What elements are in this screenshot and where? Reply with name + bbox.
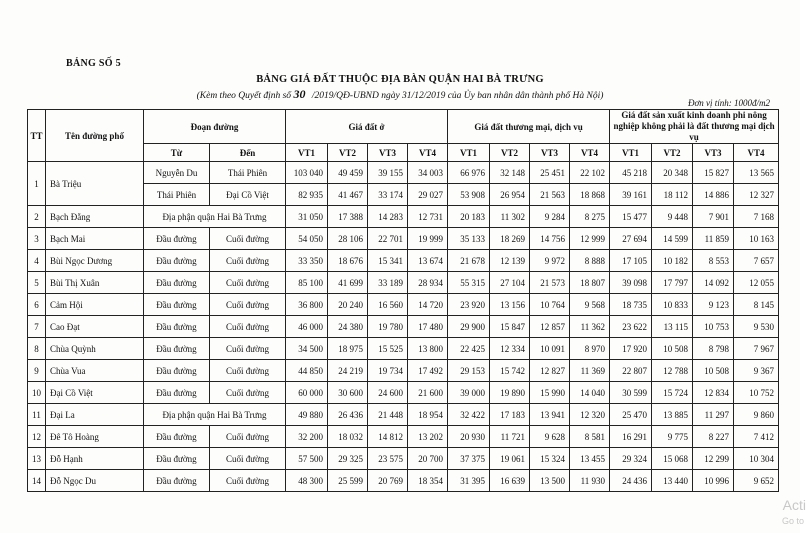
- price-cell: 7 657: [734, 250, 779, 272]
- price-cell: 15 724: [652, 382, 693, 404]
- row-tt: 11: [28, 404, 46, 426]
- price-cell: 10 508: [693, 360, 734, 382]
- col-header-vt4: VT4: [734, 144, 779, 162]
- price-cell: 10 163: [734, 228, 779, 250]
- street-name: Bạch Đằng: [46, 206, 144, 228]
- price-cell: 31 050: [286, 206, 328, 228]
- segment-to: Cuối đường: [210, 338, 286, 360]
- price-cell: 22 425: [448, 338, 490, 360]
- price-cell: 12 857: [530, 316, 570, 338]
- street-name: Đỗ Ngọc Du: [46, 470, 144, 492]
- price-cell: 17 388: [328, 206, 368, 228]
- row-tt: 8: [28, 338, 46, 360]
- activation-watermark: Acti: [782, 497, 806, 513]
- price-cell: 103 040: [286, 162, 328, 184]
- price-cell: 22 807: [610, 360, 652, 382]
- segment-from: Đầu đường: [144, 250, 210, 272]
- table-row: [28, 426, 779, 448]
- price-cell: 8 970: [570, 338, 610, 360]
- price-cell: 53 908: [448, 184, 490, 206]
- subtitle-prefix: (Kèm theo Quyết định số: [196, 91, 294, 101]
- price-cell: 23 575: [368, 448, 408, 470]
- price-cell: 20 348: [652, 162, 693, 184]
- document-subtitle: [0, 87, 800, 102]
- subtitle-suffix: /2019/QĐ-UBND ngày 31/12/2019 của Ủy ban nhân dân thành phố Hà Nội): [309, 91, 604, 101]
- price-cell: 44 850: [286, 360, 328, 382]
- price-cell: 66 976: [448, 162, 490, 184]
- price-cell: 11 721: [490, 426, 530, 448]
- price-cell: 37 375: [448, 448, 490, 470]
- price-cell: 24 380: [328, 316, 368, 338]
- price-cell: 22 701: [368, 228, 408, 250]
- price-cell: 14 886: [693, 184, 734, 206]
- col-header-to: Đến: [210, 144, 286, 162]
- price-cell: 22 102: [570, 162, 610, 184]
- price-cell: 21 600: [408, 382, 448, 404]
- price-cell: 12 055: [734, 272, 779, 294]
- price-cell: 9 568: [570, 294, 610, 316]
- row-tt: 10: [28, 382, 46, 404]
- price-cell: 14 756: [530, 228, 570, 250]
- price-cell: 28 106: [328, 228, 368, 250]
- price-cell: 32 148: [490, 162, 530, 184]
- price-cell: 8 145: [734, 294, 779, 316]
- price-cell: 7 901: [693, 206, 734, 228]
- col-header-vt4: VT4: [408, 144, 448, 162]
- street-name: Bùi Thị Xuân: [46, 272, 144, 294]
- price-cell: 18 975: [328, 338, 368, 360]
- segment-to: Cuối đường: [210, 448, 286, 470]
- price-cell: 13 941: [530, 404, 570, 426]
- row-tt: 14: [28, 470, 46, 492]
- col-header-vt3: VT3: [368, 144, 408, 162]
- price-cell: 13 440: [652, 470, 693, 492]
- price-cell: 17 920: [610, 338, 652, 360]
- price-cell: 33 350: [286, 250, 328, 272]
- segment-to: Cuối đường: [210, 426, 286, 448]
- price-cell: 15 827: [693, 162, 734, 184]
- price-cell: 60 000: [286, 382, 328, 404]
- table-row: [28, 316, 779, 338]
- decision-number: 30: [293, 87, 306, 101]
- price-cell: 10 833: [652, 294, 693, 316]
- row-tt: 7: [28, 316, 46, 338]
- price-cell: 54 050: [286, 228, 328, 250]
- price-cell: 28 934: [408, 272, 448, 294]
- price-cell: 9 972: [530, 250, 570, 272]
- segment-from: Đầu đường: [144, 316, 210, 338]
- price-cell: 15 068: [652, 448, 693, 470]
- segment-area: Địa phận quận Hai Bà Trưng: [144, 206, 286, 228]
- price-cell: 18 807: [570, 272, 610, 294]
- price-cell: 21 563: [530, 184, 570, 206]
- price-cell: 19 999: [408, 228, 448, 250]
- price-cell: 14 720: [408, 294, 448, 316]
- row-tt: 5: [28, 272, 46, 294]
- price-cell: 18 032: [328, 426, 368, 448]
- col-header-vt3: VT3: [530, 144, 570, 162]
- price-cell: 35 133: [448, 228, 490, 250]
- price-cell: 39 161: [610, 184, 652, 206]
- col-header-vt3: VT3: [693, 144, 734, 162]
- price-cell: 20 930: [448, 426, 490, 448]
- price-cell: 82 935: [286, 184, 328, 206]
- price-cell: 13 115: [652, 316, 693, 338]
- col-header-vt2: VT2: [490, 144, 530, 162]
- price-cell: 11 859: [693, 228, 734, 250]
- price-cell: 25 599: [328, 470, 368, 492]
- price-cell: 15 990: [530, 382, 570, 404]
- street-name: Cảm Hội: [46, 294, 144, 316]
- segment-to: Cuối đường: [210, 250, 286, 272]
- price-cell: 13 455: [570, 448, 610, 470]
- price-cell: 33 174: [368, 184, 408, 206]
- price-cell: 18 269: [490, 228, 530, 250]
- price-cell: 10 182: [652, 250, 693, 272]
- table-row: [28, 206, 779, 228]
- col-header-tt: TT: [28, 110, 46, 162]
- price-cell: 39 000: [448, 382, 490, 404]
- col-header-vt4: VT4: [570, 144, 610, 162]
- price-cell: 9 860: [734, 404, 779, 426]
- price-cell: 85 100: [286, 272, 328, 294]
- col-header-from: Từ: [144, 144, 210, 162]
- price-cell: 19 061: [490, 448, 530, 470]
- price-cell: 11 369: [570, 360, 610, 382]
- row-tt: 4: [28, 250, 46, 272]
- price-cell: 46 000: [286, 316, 328, 338]
- price-cell: 39 155: [368, 162, 408, 184]
- street-name: Đê Tô Hoàng: [46, 426, 144, 448]
- col-header-segment: Đoạn đường: [144, 110, 286, 144]
- price-cell: 8 888: [570, 250, 610, 272]
- street-name: Cao Đạt: [46, 316, 144, 338]
- price-cell: 13 202: [408, 426, 448, 448]
- price-cell: 31 395: [448, 470, 490, 492]
- price-cell: 17 105: [610, 250, 652, 272]
- price-cell: 24 436: [610, 470, 652, 492]
- price-cell: 14 040: [570, 382, 610, 404]
- price-cell: 12 999: [570, 228, 610, 250]
- table-row: [28, 360, 779, 382]
- price-cell: 29 900: [448, 316, 490, 338]
- price-cell: 9 530: [734, 316, 779, 338]
- row-tt: 6: [28, 294, 46, 316]
- price-cell: 18 112: [652, 184, 693, 206]
- table-row: [28, 382, 779, 404]
- price-cell: 25 470: [610, 404, 652, 426]
- price-cell: 8 581: [570, 426, 610, 448]
- price-cell: 19 890: [490, 382, 530, 404]
- price-cell: 10 752: [734, 382, 779, 404]
- price-cell: 17 183: [490, 404, 530, 426]
- price-cell: 34 500: [286, 338, 328, 360]
- price-cell: 12 320: [570, 404, 610, 426]
- table-body: [28, 162, 779, 492]
- price-cell: 13 885: [652, 404, 693, 426]
- price-cell: 8 553: [693, 250, 734, 272]
- table-row: [28, 250, 779, 272]
- price-cell: 57 500: [286, 448, 328, 470]
- price-cell: 10 508: [652, 338, 693, 360]
- land-price-table: [27, 109, 779, 492]
- price-cell: 18 354: [408, 470, 448, 492]
- price-cell: 12 731: [408, 206, 448, 228]
- segment-from: Thái Phiên: [144, 184, 210, 206]
- price-cell: 14 092: [693, 272, 734, 294]
- price-cell: 32 200: [286, 426, 328, 448]
- price-cell: 13 156: [490, 294, 530, 316]
- table-row: [28, 162, 779, 184]
- price-cell: 30 599: [610, 382, 652, 404]
- col-header-vt2: VT2: [652, 144, 693, 162]
- price-cell: 16 291: [610, 426, 652, 448]
- price-cell: 23 920: [448, 294, 490, 316]
- price-cell: 7 967: [734, 338, 779, 360]
- price-cell: 29 324: [610, 448, 652, 470]
- col-header-nonagri: Giá đất sản xuất kinh doanh phi nông nghiệp không phải là đất thương mại dịch vụ: [610, 110, 779, 144]
- price-cell: 12 334: [490, 338, 530, 360]
- price-cell: 10 996: [693, 470, 734, 492]
- table-row: [28, 294, 779, 316]
- segment-from: Đầu đường: [144, 382, 210, 404]
- price-cell: 20 240: [328, 294, 368, 316]
- price-cell: 14 283: [368, 206, 408, 228]
- street-name: Đại La: [46, 404, 144, 426]
- price-cell: 34 003: [408, 162, 448, 184]
- price-cell: 8 798: [693, 338, 734, 360]
- price-cell: 25 451: [530, 162, 570, 184]
- price-cell: 19 780: [368, 316, 408, 338]
- price-cell: 39 098: [610, 272, 652, 294]
- price-cell: 14 599: [652, 228, 693, 250]
- price-cell: 24 600: [368, 382, 408, 404]
- segment-to: Cuối đường: [210, 316, 286, 338]
- segment-from: Nguyễn Du: [144, 162, 210, 184]
- table-row: [28, 448, 779, 470]
- row-tt: 13: [28, 448, 46, 470]
- price-cell: 8 275: [570, 206, 610, 228]
- price-cell: 20 769: [368, 470, 408, 492]
- price-cell: 49 459: [328, 162, 368, 184]
- price-cell: 12 299: [693, 448, 734, 470]
- price-cell: 13 500: [530, 470, 570, 492]
- price-cell: 18 954: [408, 404, 448, 426]
- price-cell: 13 674: [408, 250, 448, 272]
- price-cell: 41 467: [328, 184, 368, 206]
- price-cell: 41 699: [328, 272, 368, 294]
- price-cell: 21 448: [368, 404, 408, 426]
- col-header-vt1: VT1: [610, 144, 652, 162]
- price-cell: 9 367: [734, 360, 779, 382]
- street-name: Chùa Quỳnh: [46, 338, 144, 360]
- price-cell: 15 477: [610, 206, 652, 228]
- price-cell: 20 700: [408, 448, 448, 470]
- price-cell: 29 027: [408, 184, 448, 206]
- activation-watermark-sub: Go to: [781, 516, 804, 526]
- price-cell: 9 775: [652, 426, 693, 448]
- price-cell: 14 812: [368, 426, 408, 448]
- price-cell: 15 341: [368, 250, 408, 272]
- price-cell: 8 227: [693, 426, 734, 448]
- segment-to: Thái Phiên: [210, 162, 286, 184]
- street-name: Bạch Mai: [46, 228, 144, 250]
- segment-from: Đầu đường: [144, 426, 210, 448]
- col-header-vt2: VT2: [328, 144, 368, 162]
- row-tt: 12: [28, 426, 46, 448]
- price-cell: 12 139: [490, 250, 530, 272]
- price-cell: 27 104: [490, 272, 530, 294]
- price-cell: 12 827: [530, 360, 570, 382]
- street-name: Đỗ Hạnh: [46, 448, 144, 470]
- price-cell: 18 676: [328, 250, 368, 272]
- table-row: [28, 404, 779, 426]
- price-cell: 9 284: [530, 206, 570, 228]
- price-cell: 49 880: [286, 404, 328, 426]
- price-cell: 19 734: [368, 360, 408, 382]
- segment-to: Cuối đường: [210, 228, 286, 250]
- price-cell: 10 091: [530, 338, 570, 360]
- price-cell: 55 315: [448, 272, 490, 294]
- segment-from: Đầu đường: [144, 228, 210, 250]
- price-cell: 20 183: [448, 206, 490, 228]
- price-cell: 17 797: [652, 272, 693, 294]
- price-cell: 9 123: [693, 294, 734, 316]
- price-cell: 36 800: [286, 294, 328, 316]
- row-tt: 1: [28, 162, 46, 206]
- segment-to: Cuối đường: [210, 272, 286, 294]
- price-cell: 33 189: [368, 272, 408, 294]
- document-title: BẢNG GIÁ ĐẤT THUỘC ĐỊA BÀN QUẬN HAI BÀ TRƯNG: [256, 74, 544, 85]
- row-tt: 9: [28, 360, 46, 382]
- price-cell: 11 297: [693, 404, 734, 426]
- table-number: BẢNG SỐ 5: [66, 58, 121, 69]
- row-tt: 2: [28, 206, 46, 228]
- price-cell: 26 436: [328, 404, 368, 426]
- table-row: [28, 272, 779, 294]
- price-cell: 18 868: [570, 184, 610, 206]
- price-cell: 10 764: [530, 294, 570, 316]
- price-cell: 26 954: [490, 184, 530, 206]
- price-cell: 13 565: [734, 162, 779, 184]
- price-cell: 17 480: [408, 316, 448, 338]
- price-cell: 11 362: [570, 316, 610, 338]
- price-cell: 10 753: [693, 316, 734, 338]
- price-cell: 11 302: [490, 206, 530, 228]
- street-name: Chùa Vua: [46, 360, 144, 382]
- segment-area: Địa phận quận Hai Bà Trưng: [144, 404, 286, 426]
- street-name: Bà Triệu: [46, 162, 144, 206]
- price-cell: 29 153: [448, 360, 490, 382]
- segment-from: Đầu đường: [144, 470, 210, 492]
- price-cell: 7 168: [734, 206, 779, 228]
- price-cell: 30 600: [328, 382, 368, 404]
- price-cell: 12 788: [652, 360, 693, 382]
- street-name: Bùi Ngọc Dương: [46, 250, 144, 272]
- col-header-commercial: Giá đất thương mại, dịch vụ: [448, 110, 610, 144]
- segment-to: Cuối đường: [210, 470, 286, 492]
- price-cell: 7 412: [734, 426, 779, 448]
- col-header-vt1: VT1: [286, 144, 328, 162]
- price-cell: 32 422: [448, 404, 490, 426]
- table-row: [28, 338, 779, 360]
- price-cell: 9 652: [734, 470, 779, 492]
- col-header-street: Tên đường phố: [46, 110, 144, 162]
- street-name: Đại Cồ Việt: [46, 382, 144, 404]
- segment-from: Đầu đường: [144, 272, 210, 294]
- unit-label: Đơn vị tính: 1000đ/m2: [687, 98, 770, 108]
- price-cell: 13 800: [408, 338, 448, 360]
- price-cell: 48 300: [286, 470, 328, 492]
- price-cell: 12 327: [734, 184, 779, 206]
- price-cell: 27 694: [610, 228, 652, 250]
- price-cell: 15 847: [490, 316, 530, 338]
- price-cell: 12 834: [693, 382, 734, 404]
- row-tt: 3: [28, 228, 46, 250]
- segment-from: Đầu đường: [144, 448, 210, 470]
- price-cell: 9 448: [652, 206, 693, 228]
- price-cell: 45 218: [610, 162, 652, 184]
- price-cell: 10 304: [734, 448, 779, 470]
- col-header-vt1: VT1: [448, 144, 490, 162]
- price-cell: 11 930: [570, 470, 610, 492]
- table-row: [28, 470, 779, 492]
- price-cell: 9 628: [530, 426, 570, 448]
- price-cell: 21 678: [448, 250, 490, 272]
- table-row: [28, 228, 779, 250]
- price-cell: 17 492: [408, 360, 448, 382]
- price-cell: 18 735: [610, 294, 652, 316]
- price-cell: 15 742: [490, 360, 530, 382]
- price-cell: 16 560: [368, 294, 408, 316]
- segment-to: Cuối đường: [210, 382, 286, 404]
- price-cell: 29 325: [328, 448, 368, 470]
- segment-from: Đầu đường: [144, 294, 210, 316]
- segment-from: Đầu đường: [144, 360, 210, 382]
- segment-to: Cuối đường: [210, 294, 286, 316]
- col-header-residential: Giá đất ở: [286, 110, 448, 144]
- segment-from: Đầu đường: [144, 338, 210, 360]
- price-cell: 24 219: [328, 360, 368, 382]
- price-cell: 15 324: [530, 448, 570, 470]
- segment-to: Cuối đường: [210, 360, 286, 382]
- price-cell: 21 573: [530, 272, 570, 294]
- price-cell: 23 622: [610, 316, 652, 338]
- price-cell: 16 639: [490, 470, 530, 492]
- price-cell: 15 525: [368, 338, 408, 360]
- segment-to: Đại Cồ Việt: [210, 184, 286, 206]
